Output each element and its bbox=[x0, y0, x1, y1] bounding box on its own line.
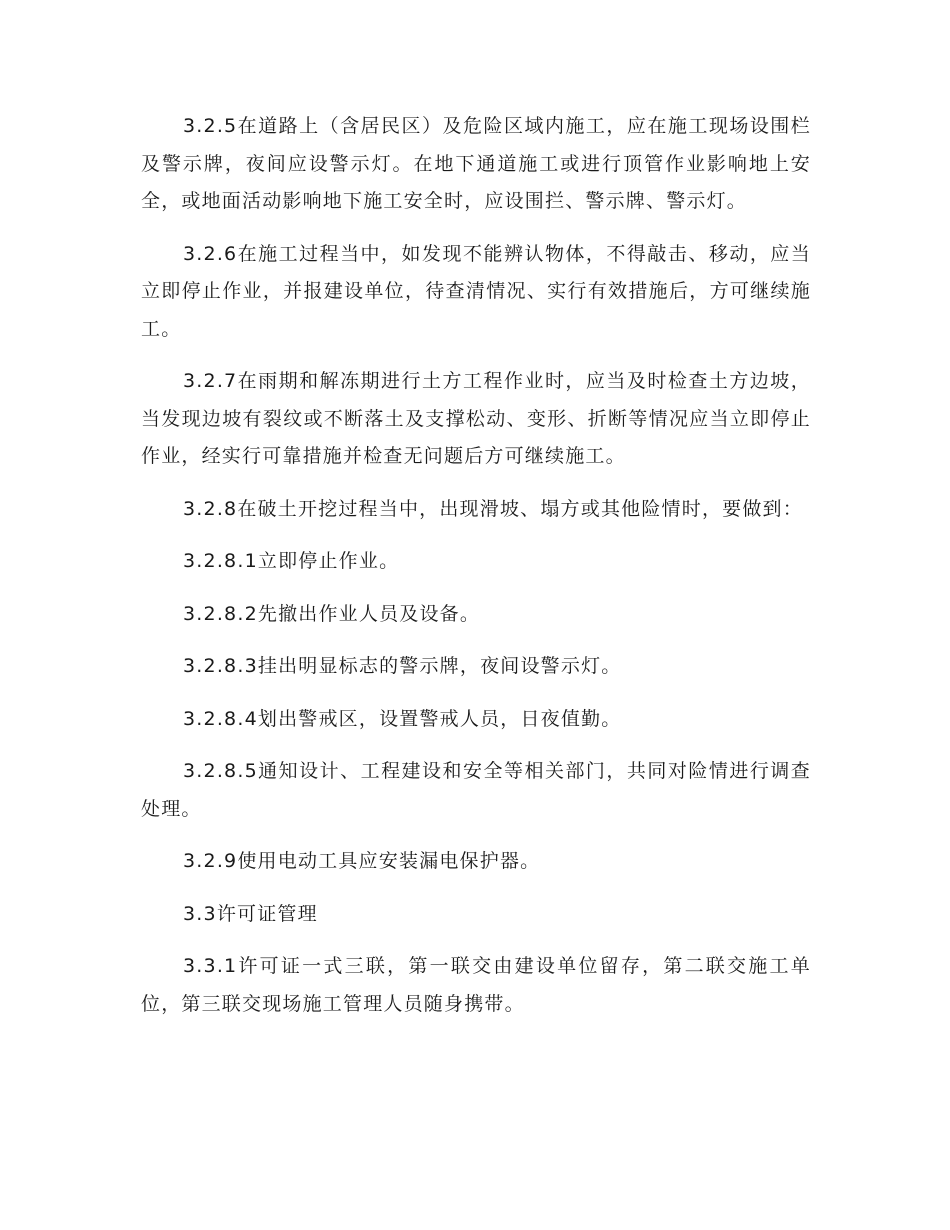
paragraph-3-2-5: 3.2.5在道路上（含居民区）及危险区域内施工，应在施工现场设围栏及警示牌，夜间应设警示灯。在地下通道施工或进行顶管作业影响地上安全，或地面活动影响地下施工安全时，应设围拦、警示牌、警示灯。 bbox=[141, 115, 811, 212]
paragraph-3-2-8-3: 3.2.8.3挂出明显标志的警示牌，夜间设警示灯。 bbox=[183, 655, 622, 677]
section-heading-3-3: 3.3许可证管理 bbox=[183, 902, 318, 925]
paragraph-3-2-8-2: 3.2.8.2先撤出作业人员及设备。 bbox=[183, 602, 481, 625]
paragraph-3-2-8-5: 3.2.8.5通知设计、工程建设和安全等相关部门，共同对险情进行调查处理。 bbox=[141, 760, 811, 820]
document-body bbox=[141, 108, 811, 1038]
paragraph-3-3-1: 3.3.1许可证一式三联，第一联交由建设单位留存，第二联交施工单位，第三联交现场施工管理人员随身携带。 bbox=[141, 955, 811, 1015]
paragraph-3-2-9: 3.2.9使用电动工具应安装漏电保护器。 bbox=[183, 850, 541, 872]
paragraph-3-2-8-4: 3.2.8.4划出警戒区，设置警戒人员，日夜值勤。 bbox=[183, 707, 622, 730]
paragraph-3-2-6: 3.2.6在施工过程当中，如发现不能辨认物体，不得敲击、移动，应当立即停止作业，并报建设单位，待查清情况、实行有效措施后，方可继续施工。 bbox=[141, 242, 811, 340]
paragraph-3-2-7: 3.2.7在雨期和解冻期进行土方工程作业时，应当及时检查土方边坡，当发现边坡有裂纹或不断落土及支撑松动、变形、折断等情况应当立即停止作业，经实行可靠措施并检查无问题后方可继续施工。 bbox=[141, 370, 811, 467]
paragraph-3-2-8-1: 3.2.8.1立即停止作业。 bbox=[183, 550, 400, 572]
paragraph-3-2-8: 3.2.8在破土开挖过程当中，出现滑坡、塌方或其他险情时，要做到： bbox=[183, 497, 803, 520]
